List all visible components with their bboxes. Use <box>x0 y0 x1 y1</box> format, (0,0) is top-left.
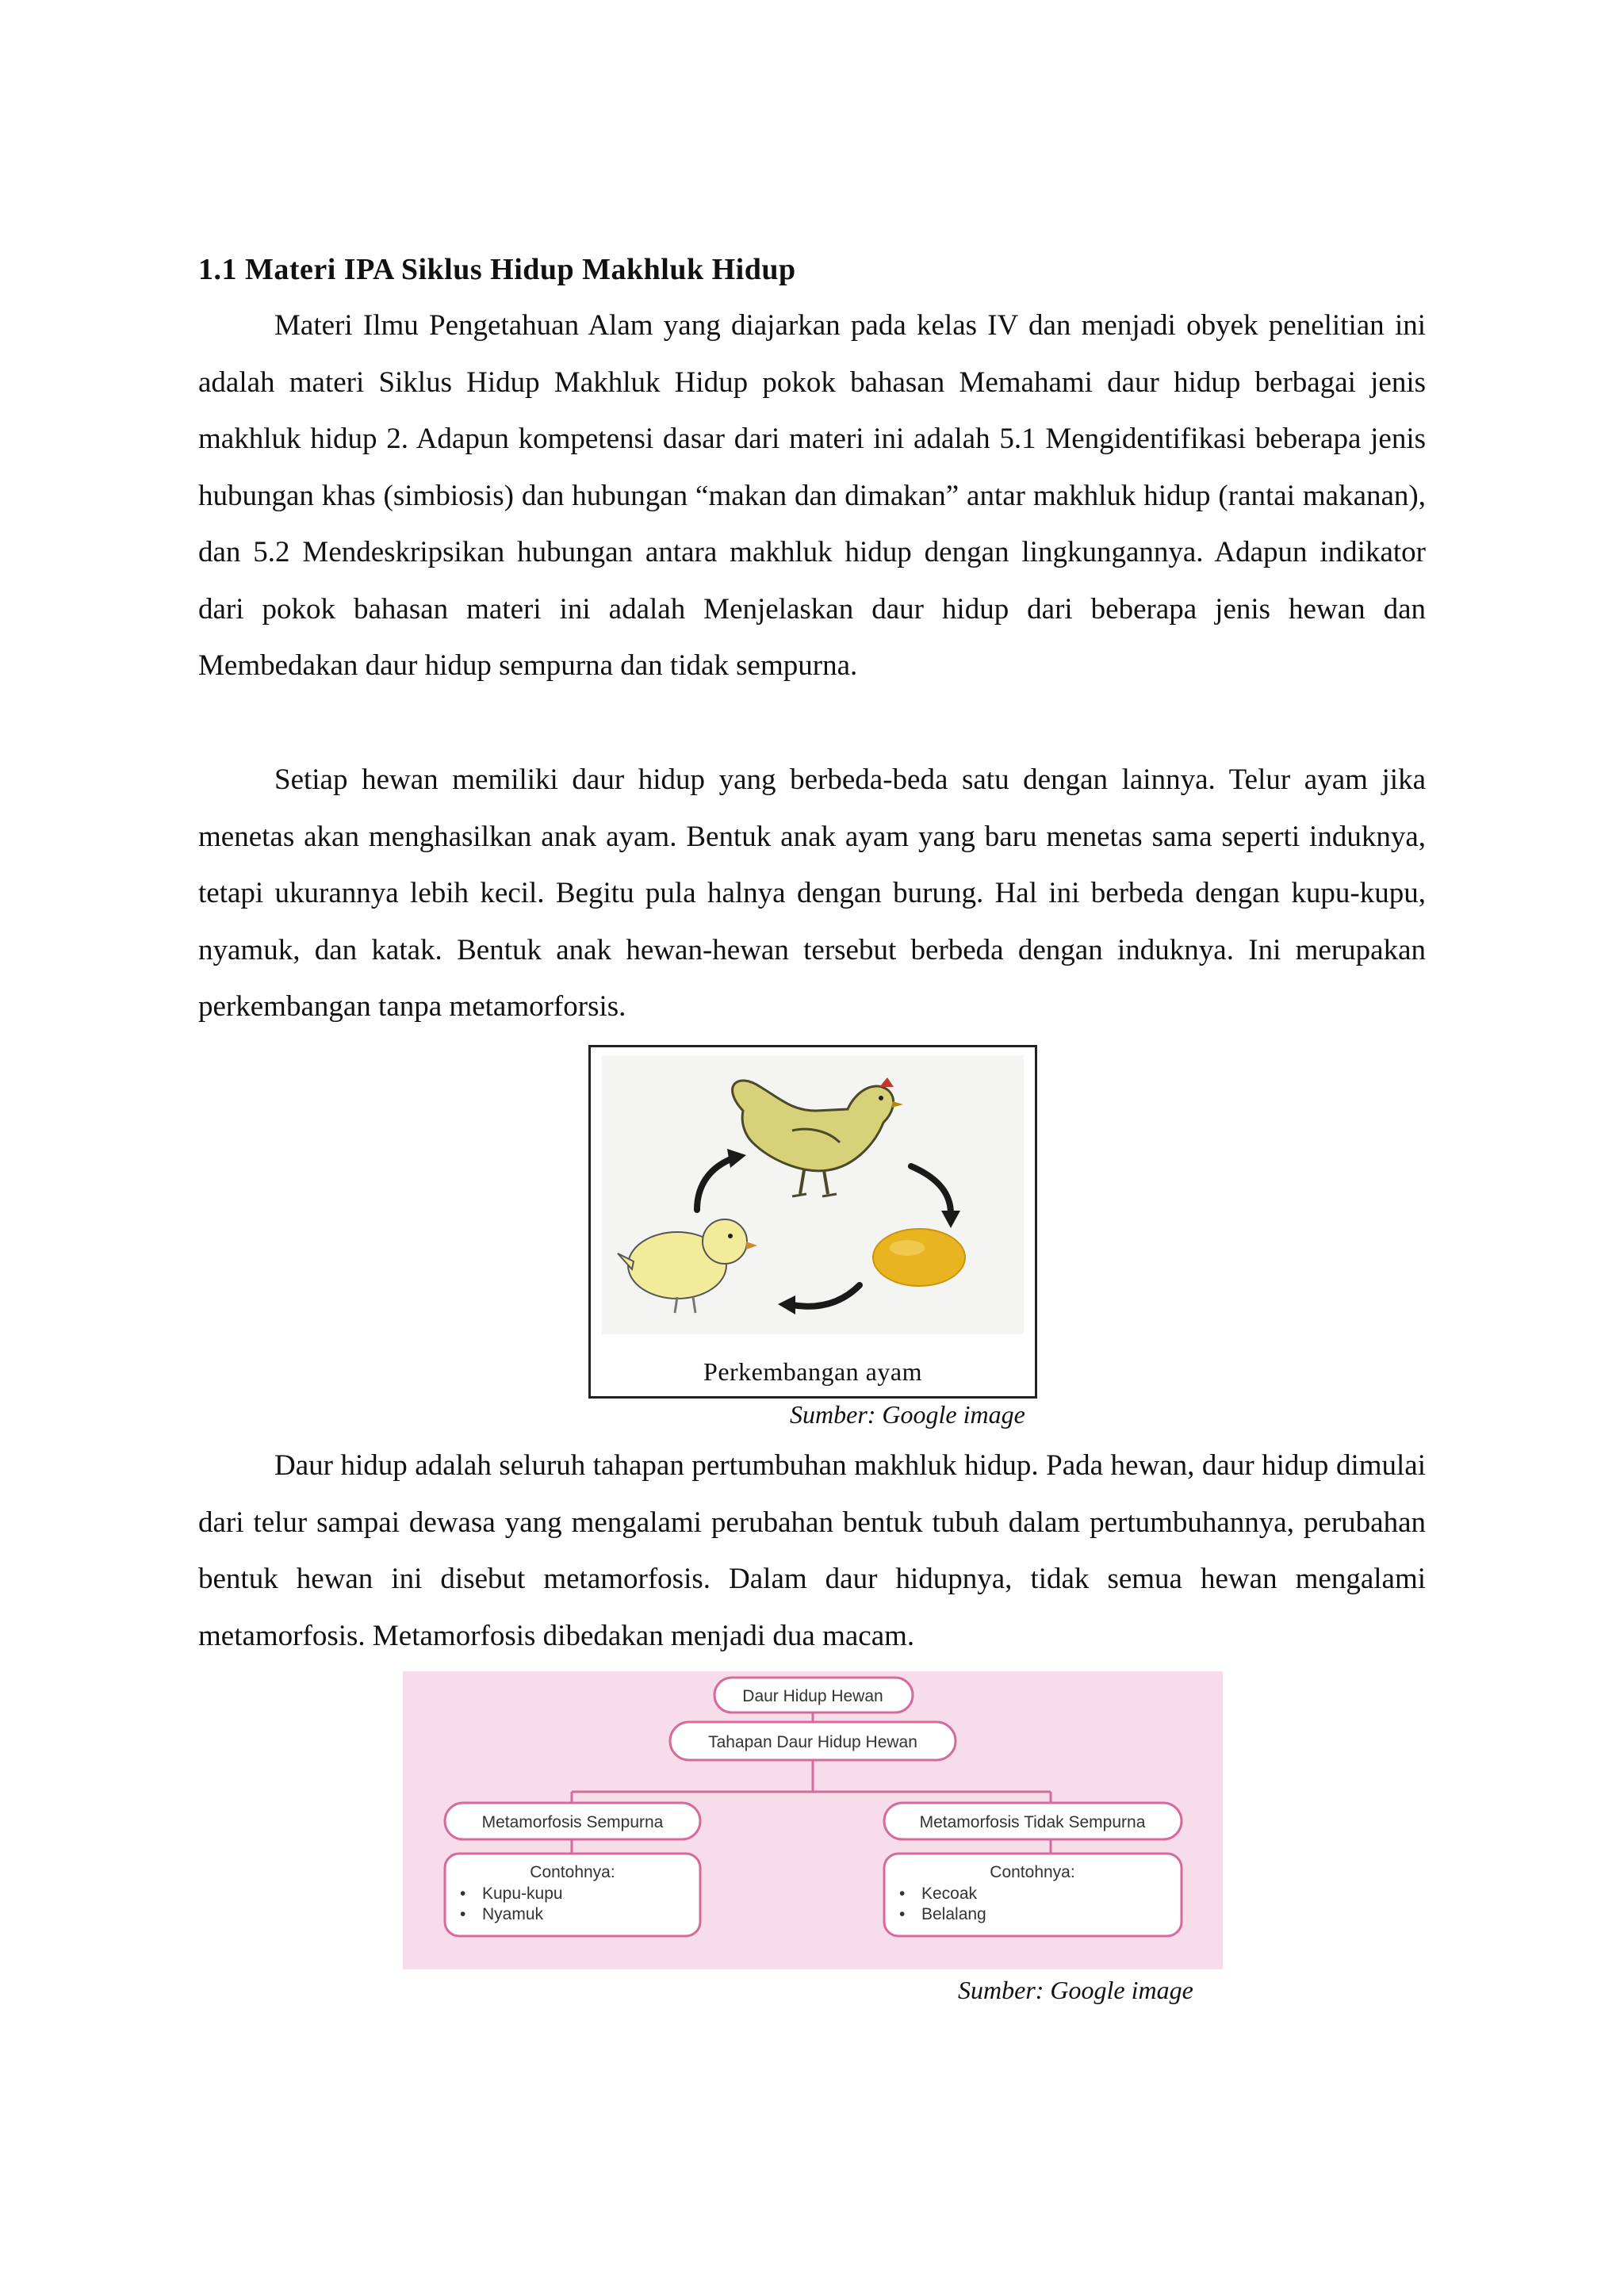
egg-illustration <box>873 1229 965 1286</box>
section-heading: 1.1 Materi IPA Siklus Hidup Makhluk Hidup <box>198 253 796 286</box>
left-title-label: Metamorfosis Sempurna <box>481 1813 664 1831</box>
metamorphosis-diagram <box>403 1671 1223 1969</box>
right-title-label: Metamorfosis Tidak Sempurna <box>919 1813 1146 1831</box>
left-examples-label: Contohnya: <box>530 1863 615 1881</box>
figure1-source: Sumber: Google image <box>790 1400 1025 1429</box>
root-label: Daur Hidup Hewan <box>742 1687 883 1705</box>
figure-caption: Perkembangan ayam <box>703 1357 922 1386</box>
right-example-1: Kecoak <box>921 1885 978 1903</box>
right-example-2: Belalang <box>921 1905 986 1923</box>
sub-label: Tahapan Daur Hidup Hewan <box>708 1733 917 1751</box>
left-example-1: Kupu-kupu <box>482 1885 563 1903</box>
paragraph-2: Setiap hewan memiliki daur hidup yang berbeda-beda satu dengan lainnya. Telur ayam jika menetas akan menghasilkan anak ayam. Bentuk anak ayam yang baru menetas sama seperti induknya, tetapi ukurannya lebih kecil. Begitu pula halnya dengan burung. Hal ini berbeda dengan kupu-kupu, nyamuk, dan katak. Bentuk anak hewan-hewan tersebut berbeda dengan induknya. Ini merupakan perkembangan tanpa metamorforsis. <box>198 763 1426 1023</box>
left-bullet-2: • <box>460 1905 466 1923</box>
right-examples-label: Contohnya: <box>990 1863 1075 1881</box>
diagram-source: Sumber: Google image <box>958 1976 1193 2004</box>
paragraph-3: Daur hidup adalah seluruh tahapan pertumbuhan makhluk hidup. Pada hewan, daur hidup dimulai dari telur sampai dewasa yang mengalami perubahan bentuk tubuh dalam pertumbuhannya, perubahan bentuk hewan ini disebut metamorfosis. Dalam daur hidupnya, tidak semua hewan mengalami metamorfosis. Metamorfosis dibedakan menjadi dua macam. <box>198 1449 1426 1652</box>
left-bullet-1: • <box>460 1885 466 1903</box>
right-bullet-1: • <box>899 1885 906 1903</box>
chicken-lifecycle-figure <box>588 1045 1037 1399</box>
right-bullet-2: • <box>899 1905 906 1923</box>
paragraph-1: Materi Ilmu Pengetahuan Alam yang diajarkan pada kelas IV dan menjadi obyek penelitian ini adalah materi Siklus Hidup Makhluk Hidup pokok bahasan Memahami daur hidup berbagai jenis makhluk hidup 2. Adapun kompetensi dasar dari materi ini adalah 5.1 Mengidentifikasi beberapa jenis hubungan khas (simbiosis) dan hubungan “makan dan dimakan” antar makhluk hidup (rantai makanan), dan 5.2 Mendeskripsikan hubungan antara makhluk hidup dengan lingkungannya. Adapun indikator dari pokok bahasan materi ini adalah Menjelaskan daur hidup dari beberapa jenis hewan dan Membedakan daur hidup sempurna dan tidak sempurna. <box>198 309 1426 682</box>
chicken-lifecycle-image <box>602 1055 1024 1334</box>
left-example-2: Nyamuk <box>482 1905 544 1923</box>
